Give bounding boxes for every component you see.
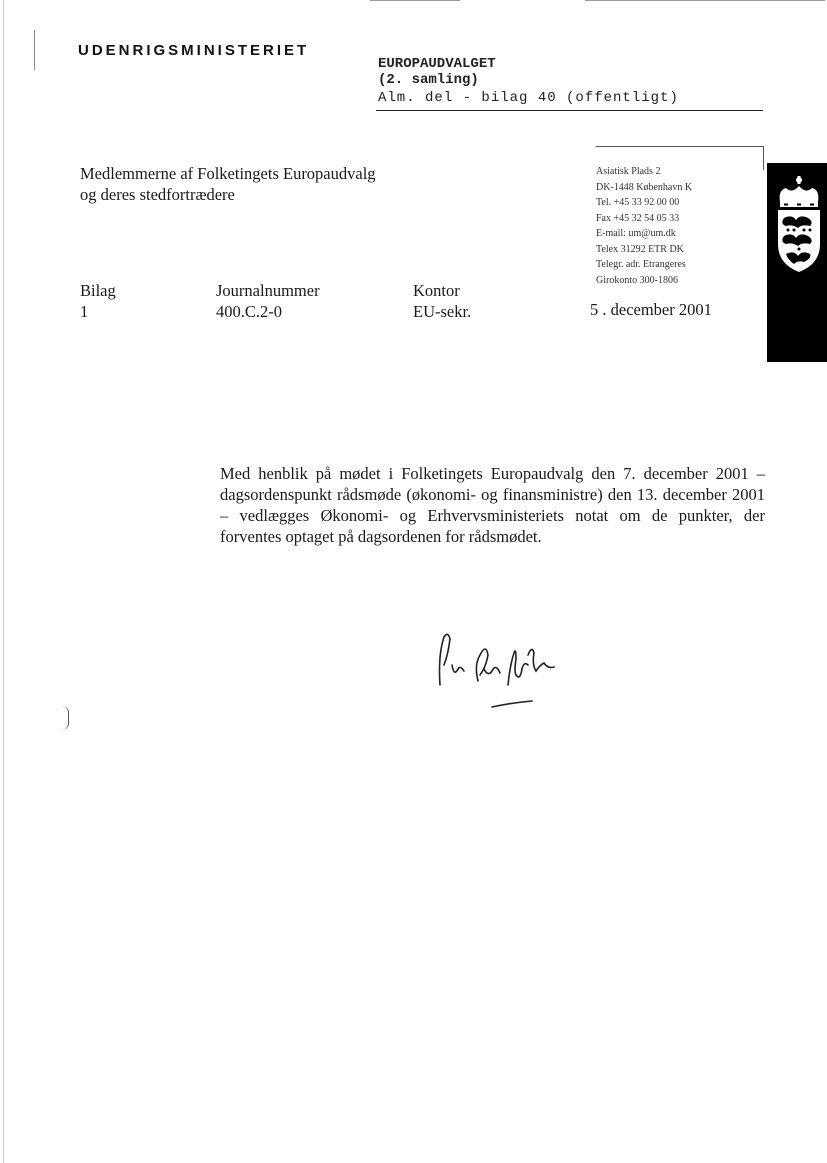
address-rule [763, 146, 764, 170]
address-line: E-mail: um@um.dk [596, 228, 676, 239]
recipient-line: Medlemmerne af Folketingets Europaudvalg [80, 164, 376, 183]
kontor-label: Kontor [413, 281, 460, 300]
letter-body: Med henblik på mødet i Folketingets Europaudvalg den 7. december 2001 – dagsordenspunkt rådsmøde (økonomi- og finansministre) den 13. december 2001 – vedlægges Økonomi- og Erhvervsministeriets notat om de punkter, der forventes optaget på dagsordenen for rådsmødet. [220, 464, 765, 546]
journal-label: Journalnummer [216, 281, 320, 300]
stamp-underline [376, 110, 763, 111]
stamp-committee: EUROPAUDVALGET [378, 56, 496, 72]
address-line: Girokonto 300-1806 [596, 274, 678, 286]
bilag-field [80, 280, 116, 322]
journal-field [216, 280, 320, 322]
address-line: Telex 31292 ETR DK [596, 243, 684, 255]
scan-artifact [62, 706, 69, 730]
bilag-value: 1 [80, 302, 89, 321]
recipient-block [80, 163, 376, 205]
scan-edge-line [585, 0, 825, 1]
bilag-label: Bilag [80, 281, 116, 300]
address-rule [596, 146, 763, 147]
address-line: DK-1448 København K [596, 181, 693, 193]
stamp-session: (2. samling) [378, 72, 479, 88]
handwritten-signature [430, 625, 590, 715]
address-line: Tel. +45 33 92 00 00 [596, 197, 680, 208]
scan-artifact [34, 30, 35, 70]
scan-edge-line [370, 0, 460, 1]
scan-artifact [3, 0, 4, 1163]
address-block [596, 164, 692, 288]
royal-crest-icon [774, 174, 824, 274]
address-line: Fax +45 32 54 05 33 [596, 212, 680, 224]
stamp-reference: Alm. del - bilag 40 (offentligt) [378, 90, 679, 106]
kontor-field [413, 280, 471, 322]
address-line: Telegr. adr. Etrangeres [596, 259, 686, 270]
kontor-value: EU-sekr. [413, 302, 472, 321]
address-line: Asiatisk Plads 2 [596, 166, 661, 177]
ministry-name: UDENRIGSMINISTERIET [78, 42, 310, 59]
letter-date: 5 . december 2001 [590, 300, 712, 319]
journal-value: 400.C.2-0 [216, 302, 282, 321]
recipient-line: og deres stedfortrædere [80, 185, 235, 204]
